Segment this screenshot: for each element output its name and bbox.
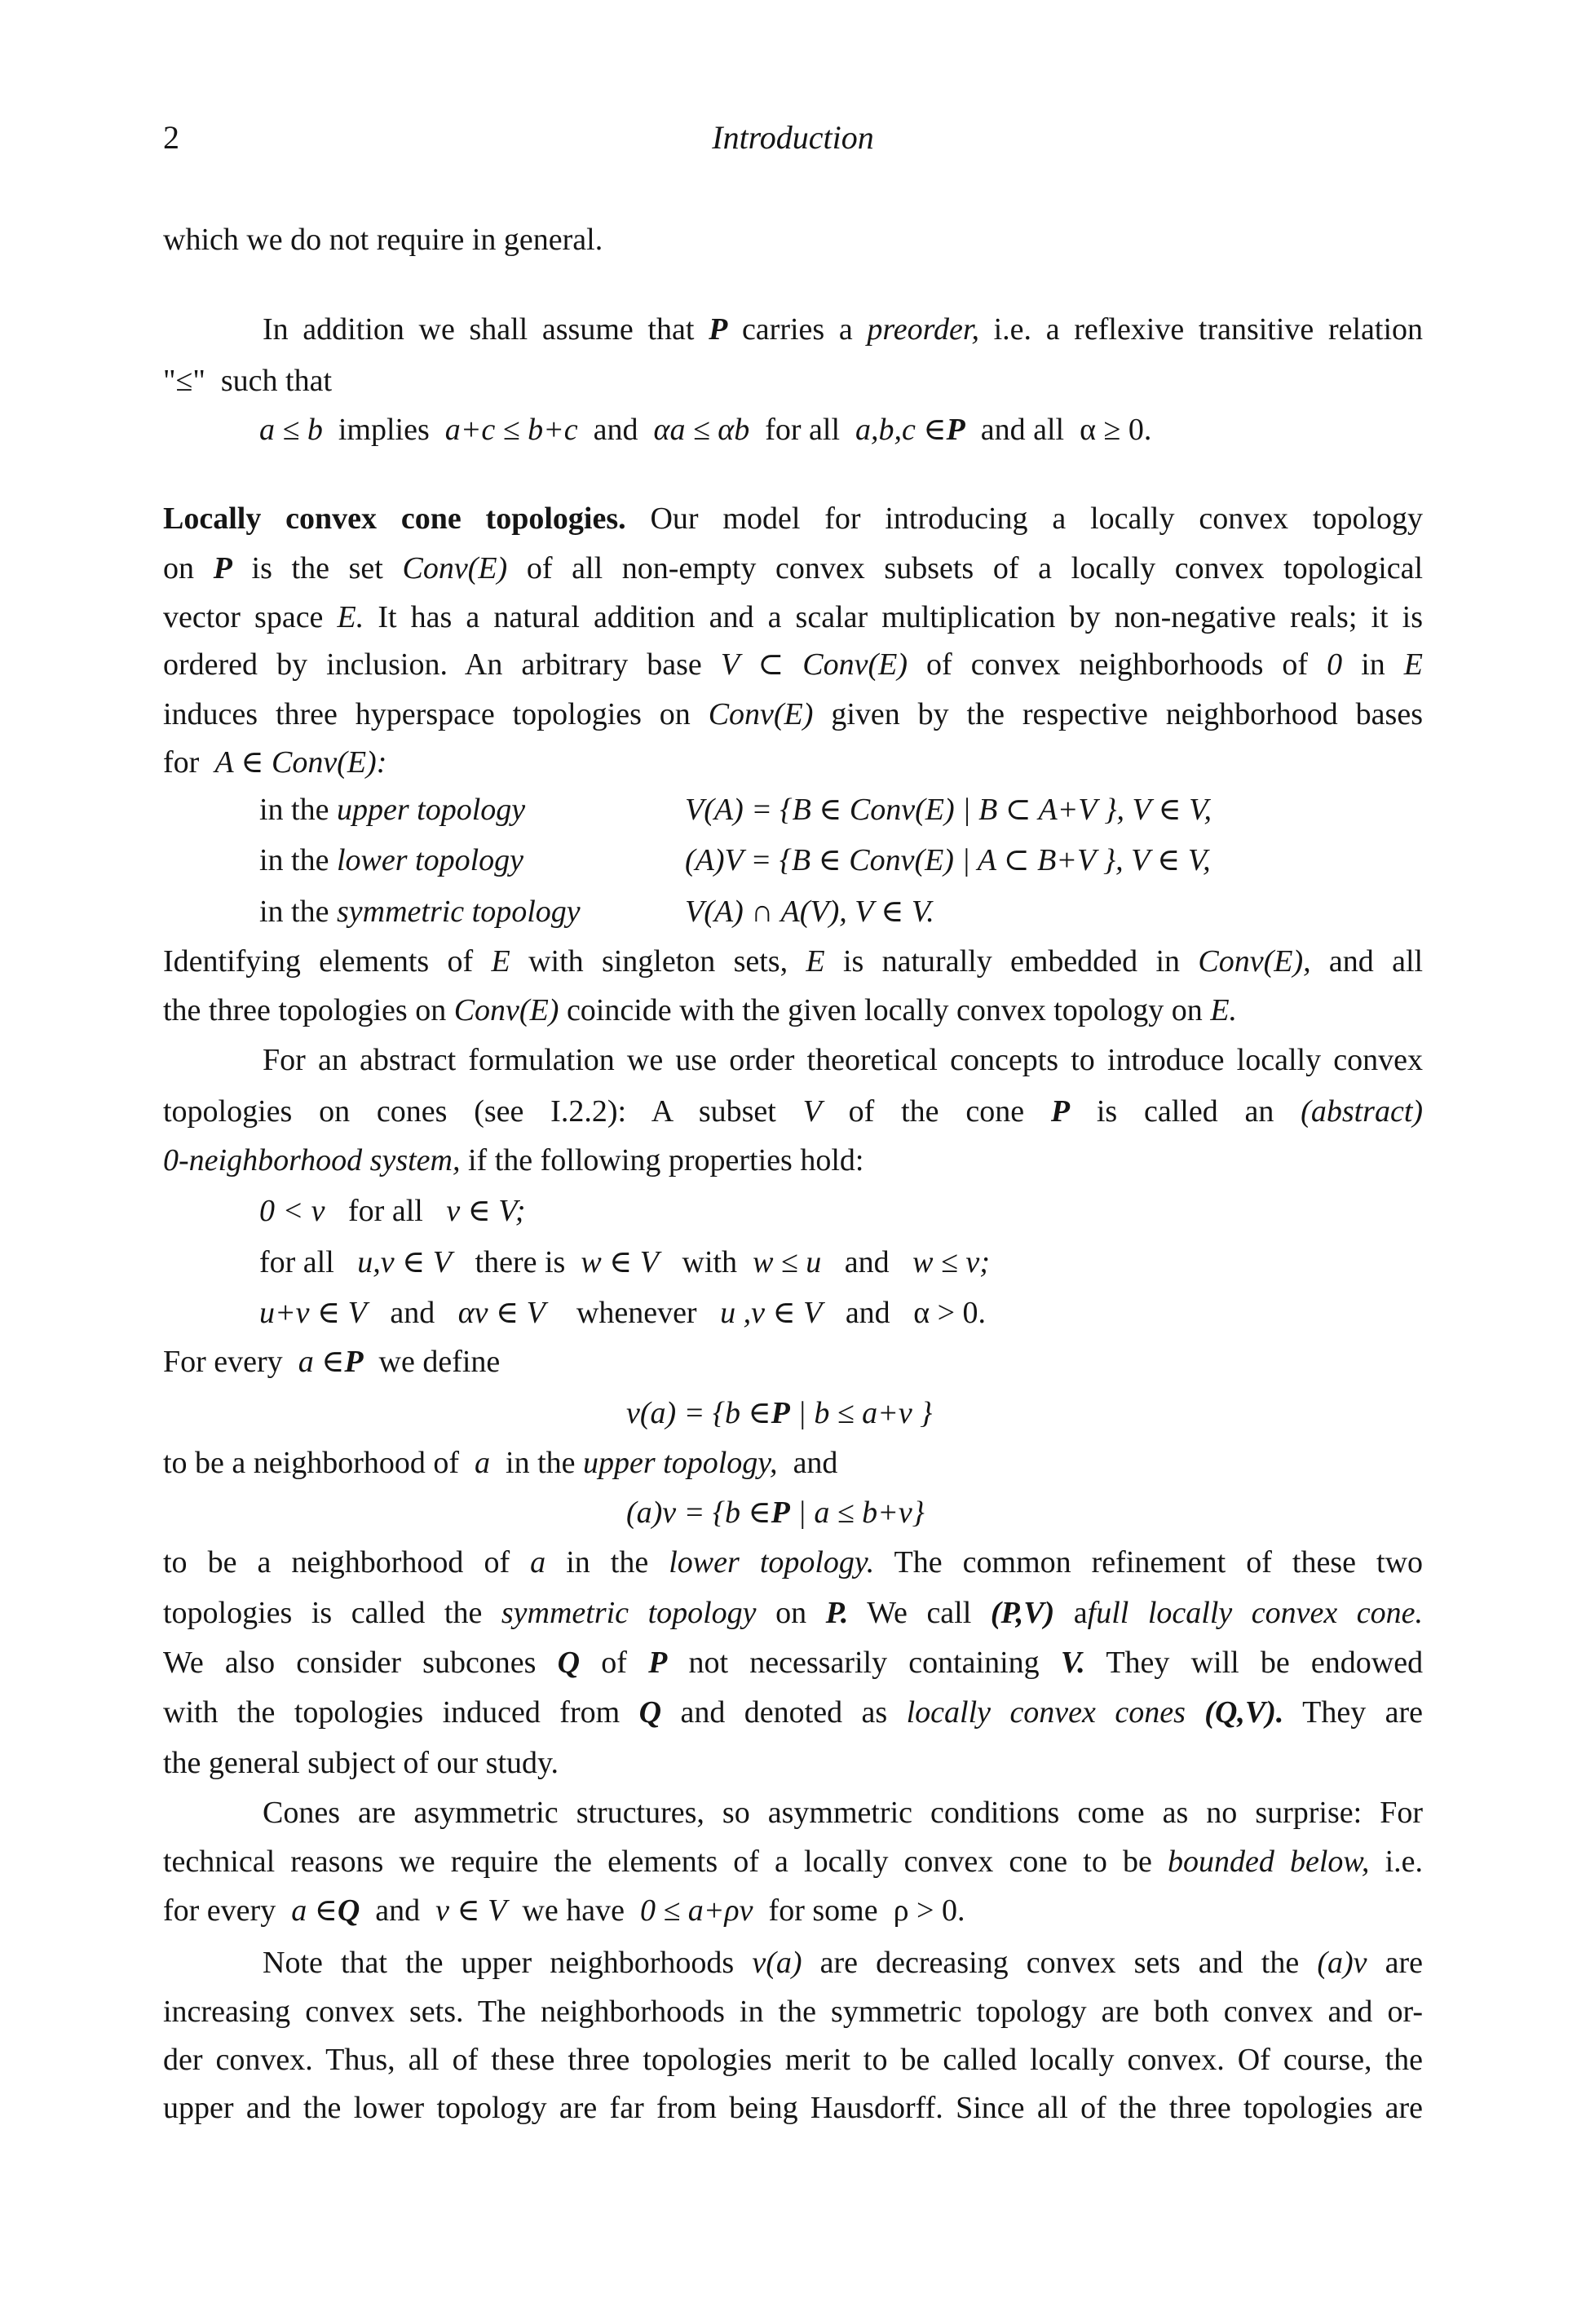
text-line: ordered by inclusion. An arbitrary base V ⊂ Conv(E) of convex neighborhoods of 0 in E [163,647,1424,682]
text-line: the general subject of our study. [163,1746,559,1780]
text-line: the three topologies on Conv(E) coincide with the given locally convex topology on E. [163,993,1238,1027]
text-line: for every a ∈Q and v ∈ V we have 0 ≤ a+ρv for some ρ > 0. [163,1893,965,1928]
text-line: For an abstract formulation we use order theoretical concepts to introduce locally convex [263,1043,1423,1077]
text-line: Cones are asymmetric structures, so asymmetric conditions come as no surprise: For [263,1796,1423,1830]
text-line: to be a neighborhood of a in the upper topology, and [163,1446,838,1480]
text-line: a ≤ b implies a+c ≤ b+c and αa ≤ αb for all a,b,c ∈P and all α ≥ 0. [259,413,1152,447]
text-line: For every a ∈P we define [163,1345,501,1379]
topology-row-lower: in the lower topology (A)V = {B ∈ Conv(E) | A ⊂ B+V }, V ∈ V, [259,843,1211,877]
text-line: with the topologies induced from Q and denoted as locally convex cones (Q,V). They are [163,1695,1424,1730]
text-line: upper and the lower topology are far from being Hausdorff. Since all of the three topologies are [163,2091,1423,2125]
text-line: In addition we shall assume that P carries a preorder, i.e. a reflexive transitive relation [263,312,1424,347]
text-line: Note that the upper neighborhoods v(a) are decreasing convex sets and the (a)v are [263,1946,1424,1980]
section-heading: Locally convex cone topologies. [163,501,626,536]
running-title: Introduction [712,119,874,156]
text-line: We also consider subcones Q of P not necessarily containing V. They will be endowed [163,1646,1424,1680]
topology-row-symmetric: in the symmetric topology V(A) ∩ A(V), V ∈ V. [259,895,934,929]
condition-line: 0 < v for all v ∈ V; [259,1194,526,1228]
formula-lower-neighborhood: (a)v = {b ∈P | a ≤ b+v} [626,1496,925,1530]
text-line: topologies on cones (see I.2.2): A subset V of the cone P is called an (abstract) [163,1094,1424,1129]
text-line: which we do not require in general. [163,223,603,257]
text-line: induces three hyperspace topologies on Conv(E) given by the respective neighborhood bases [163,697,1423,731]
text-line: der convex. Thus, all of these three topologies merit to be called locally convex. Of course, the [163,2043,1423,2077]
running-head [163,118,1423,167]
condition-line: u+v ∈ V and αv ∈ V whenever u ,v ∈ V and α > 0. [259,1296,987,1330]
text-line: increasing convex sets. The neighborhoods in the symmetric topology are both convex and or- [163,1995,1423,2029]
condition-line: for all u,v ∈ V there is w ∈ V with w ≤ u and w ≤ v; [259,1245,990,1279]
topology-row-upper: in the upper topology V(A) = {B ∈ Conv(E) | B ⊂ A+V }, V ∈ V, [259,793,1212,827]
page-number: 2 [163,119,179,156]
text-line: for A ∈ Conv(E): [163,745,387,780]
text-line: on P is the set Conv(E) of all non-empty convex subsets of a locally convex topological [163,551,1424,585]
text-line: to be a neighborhood of a in the lower topology. The common refinement of these two [163,1545,1424,1580]
text-line: "≤" such that [163,364,333,398]
text-line: 0-neighborhood system, if the following properties hold: [163,1143,864,1177]
text-line: Locally convex cone topologies. Our model for introducing a locally convex topology [163,501,1424,536]
text-line: technical reasons we require the elements of a locally convex cone to be bounded below, i.e. [163,1845,1424,1879]
text-line: vector space E. It has a natural addition and a scalar multiplication by non-negative reals; it is [163,600,1424,634]
formula-upper-neighborhood: v(a) = {b ∈P | b ≤ a+v } [626,1396,933,1430]
text-line: topologies is called the symmetric topology on P. We call (P,V) afull locally convex cone. [163,1596,1423,1630]
text-line: Identifying elements of E with singleton sets, E is naturally embedded in Conv(E), and all [163,944,1424,979]
